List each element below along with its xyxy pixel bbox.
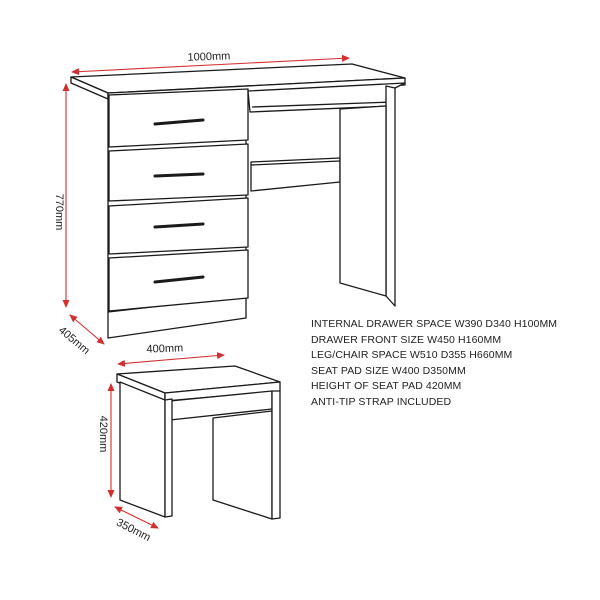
stool-height-label: 420mm (97, 415, 109, 453)
stool (117, 366, 280, 519)
stool-width-label: 400mm (146, 342, 184, 356)
stool-left-leg (120, 382, 172, 517)
stool-width-line (118, 355, 224, 364)
drawer-1 (109, 89, 248, 147)
spec-leg-chair-space: LEG/CHAIR SPACE W510 D355 H660MM (311, 349, 513, 361)
table-depth-label: 405mm (56, 324, 92, 358)
specification-list (311, 317, 557, 410)
table-width-label: 1000mm (187, 50, 231, 64)
back-rail (251, 158, 340, 191)
table-height-label: 770mm (53, 193, 65, 231)
spec-seat-pad-size: SEAT PAD SIZE W400 D350MM (311, 364, 466, 377)
spec-drawer-front-size: DRAWER FRONT SIZE W450 H160MM (311, 333, 502, 346)
spec-anti-tip-strap: ANTI-TIP STRAP INCLUDED (311, 395, 452, 408)
drawer-handle-2 (155, 174, 203, 176)
drawer-2 (109, 144, 248, 201)
right-leg-panel (340, 86, 395, 306)
spec-internal-drawer-space: INTERNAL DRAWER SPACE W390 D340 H100MM (311, 318, 558, 330)
spec-seat-pad-height: HEIGHT OF SEAT PAD 420MM (311, 380, 462, 392)
dressing-table (71, 64, 405, 338)
drawer-3 (109, 198, 248, 254)
stool-depth-label: 350mm (114, 516, 153, 545)
